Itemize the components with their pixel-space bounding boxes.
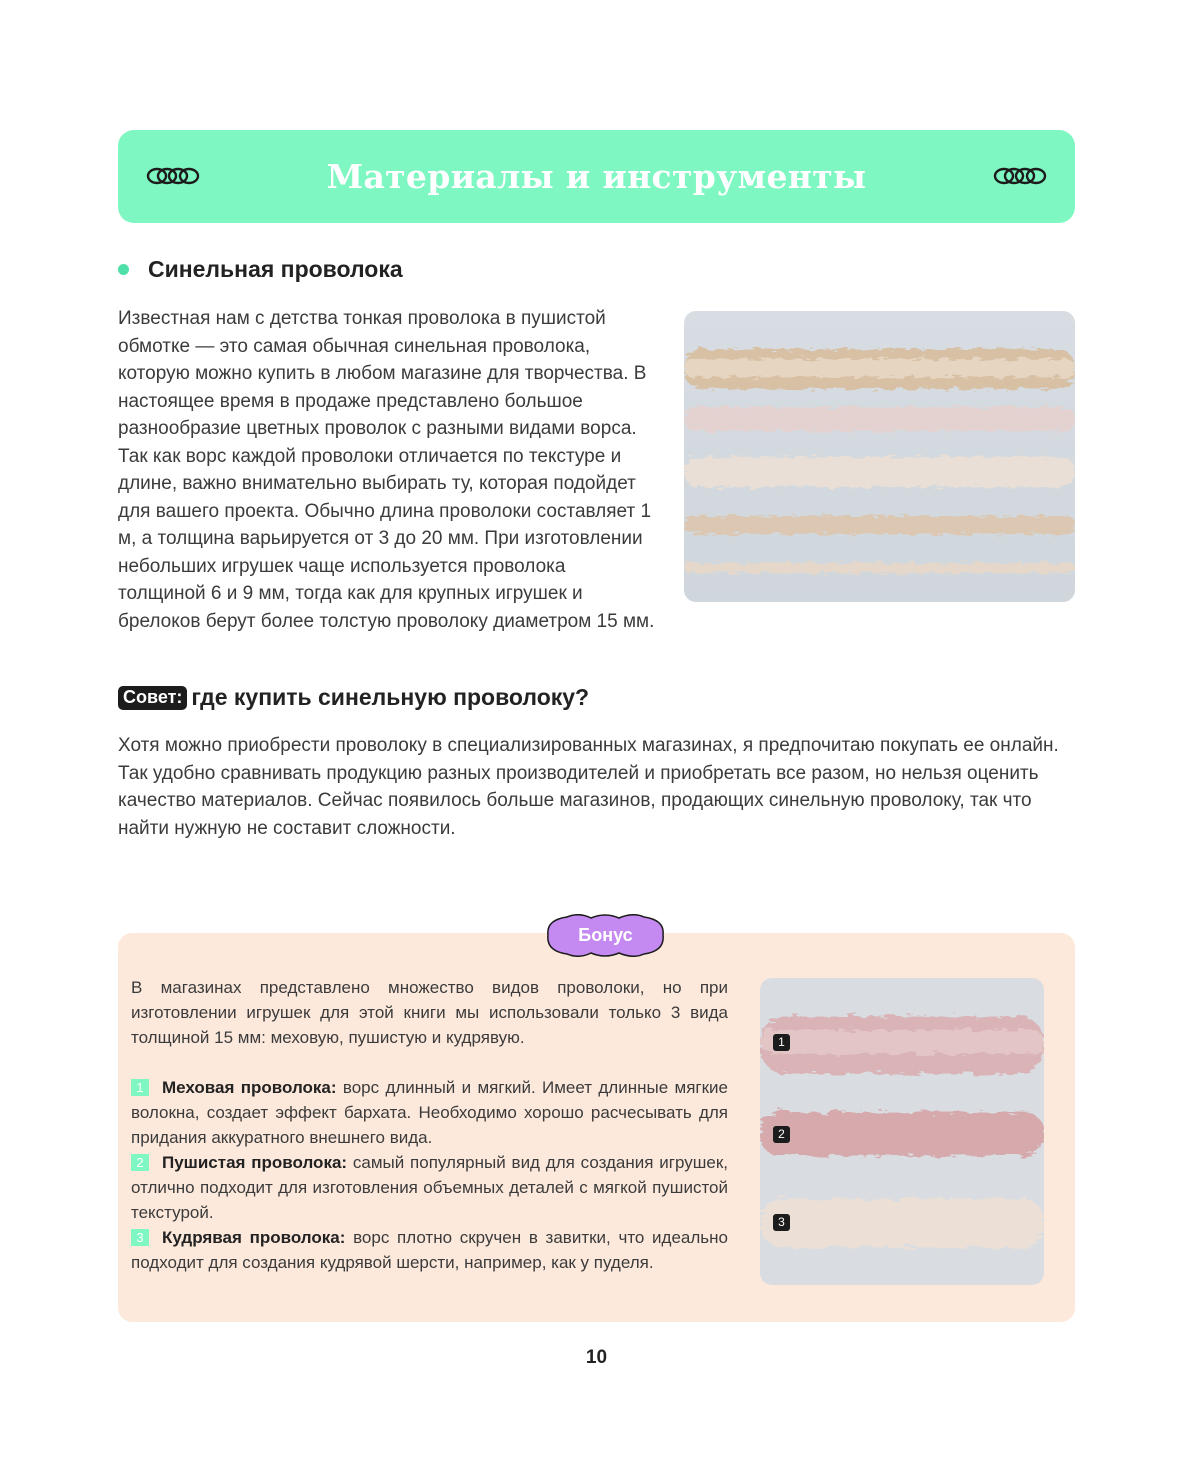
header-banner [118,130,1075,223]
page-title: Материалы и инструменты [326,157,867,196]
section-paragraph: Известная нам с детства тонкая проволока в пушистой обмотке — это самая обычная синельная проволока, которую можно купить в любом магазине для творчества. В настоящее время в продаже представлено большое разнообразие цветных проволок с разными видами ворса. Так как ворс каждой проволоки отличается по текстуре и длине, важно внимательно выбирать ту, которая подойдет для вашего проекта. Обычно длина проволоки составляет 1 м, а толщина варьируется от 3 до 20 мм. При изготовлении небольших игрушек чаще используется проволока толщиной 6 и 9 мм, тогда как для крупных игрушек и брелоков берут более толстую проволоку диаметром 15 мм. [118,308,655,632]
chain-ornament-right-icon [993,164,1047,188]
bonus-item-2 [131,1150,728,1225]
tip-heading [118,684,589,711]
bonus-label: Бонус [578,925,633,945]
photo-label-2: 2 [773,1126,790,1143]
tip-heading-text: где купить синельную проволоку? [191,684,590,710]
item-text: самый популярный вид для создания игрушек, отлично подходит для изготовления объемных деталей с мягкой пушистой текстурой. [131,1153,729,1222]
bullet-dot-icon [118,264,129,275]
wire-types-photo [760,978,1044,1285]
chain-ornament-left-icon [146,164,200,188]
item-number-badge: 2 [131,1154,149,1171]
item-title: Кудрявая проволока: [162,1228,346,1247]
item-text: ворс длинный и мягкий. Имеет длинные мягкие волокна, создает эффект бархата. Необходимо хорошо расчесывать для придания аккуратного внешнего вида. [131,1078,728,1147]
bonus-item-3 [131,1225,728,1275]
photo-label-3: 3 [773,1214,790,1231]
item-text: ворс плотно скручен в завитки, что идеально подходит для создания кудрявой шерсти, например, как у пуделя. [131,1228,728,1272]
bonus-item-1 [131,1075,728,1150]
section-heading [118,256,403,283]
section-heading-text: Синельная проволока [148,256,403,282]
item-title: Меховая проволока: [162,1078,337,1097]
bonus-intro: В магазинах представлено множество видов проволоки, но при изготовлении игрушек для этой книги мы использовали только 3 вида толщиной 15 мм: меховую, пушистую и кудрявую. [131,978,728,1047]
photo-label-1: 1 [773,1034,790,1051]
bonus-text [131,975,728,1275]
item-title: Пушистая проволока: [162,1153,348,1172]
chenille-wire-photo [684,311,1075,602]
tip-paragraph: Хотя можно приобрести проволоку в специализированных магазинах, я предпочитаю покупать ее онлайн. Так удобно сравнивать продукцию разных производителей и приобретать все разом, но нельзя оценить качество материалов. Сейчас появилось больше магазинов, продающих синельную проволоку, так что найти нужную не составит сложности. [118,735,1059,839]
page-number: 10 [585,1347,608,1368]
item-number-badge: 3 [131,1229,149,1246]
tip-badge: Совет: [118,686,187,710]
item-number-badge: 1 [131,1079,149,1096]
